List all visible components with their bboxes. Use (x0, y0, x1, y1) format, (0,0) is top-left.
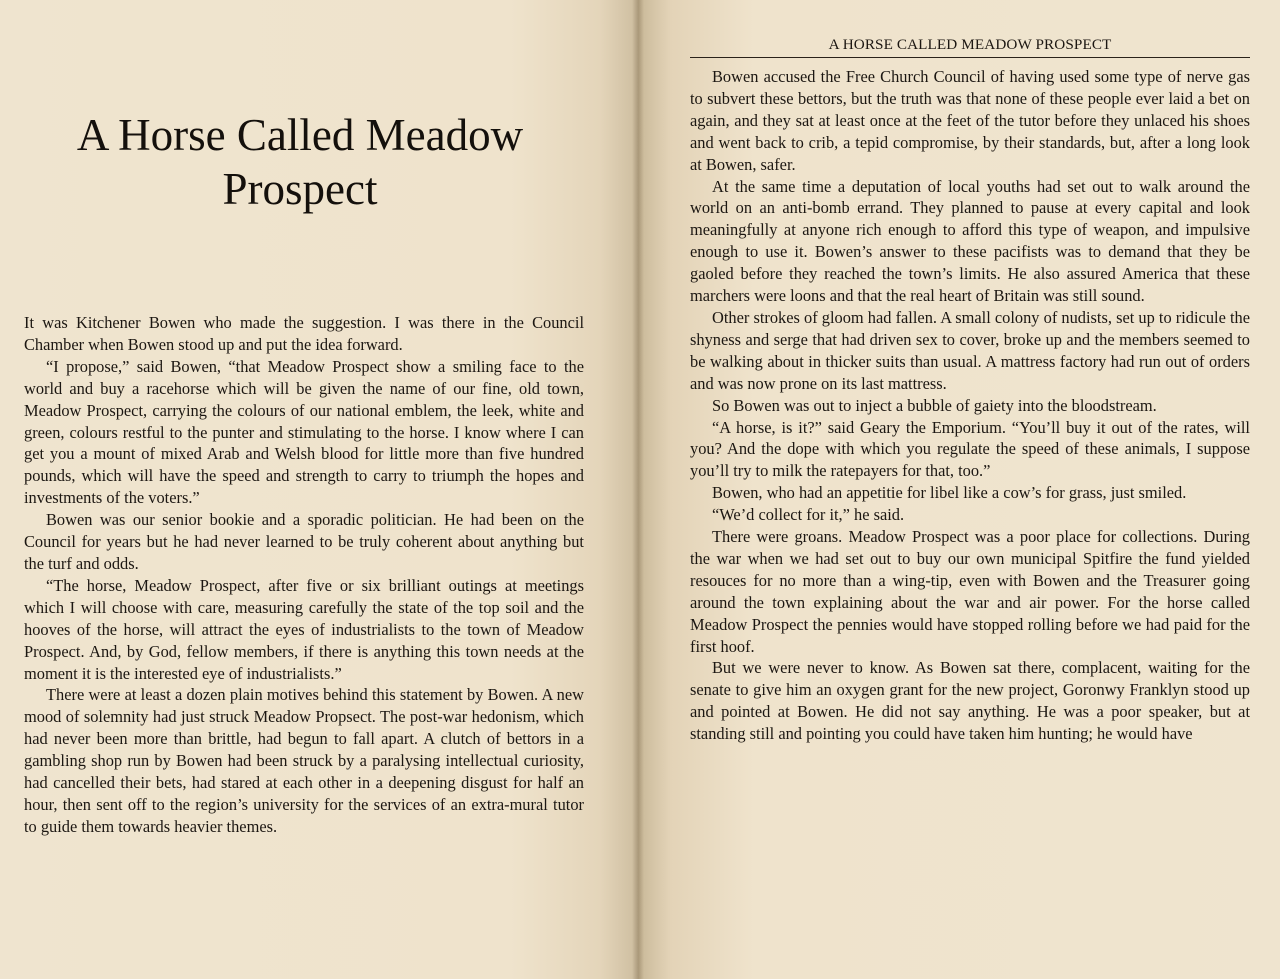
paragraph: There were at least a dozen plain motives behind this statement by Bowen. A new mood of solemnity had just struck Meadow Propsect. The post-war hedonism, which had never been more than brittle, had begun to fall apart. A clutch of bettors in a gambling shop run by Bowen had been struck by a paralysing intellectual curiosity, had cancelled their bets, had stared at each other in a deepening disgust for half an hour, then sent off to the region’s university for the services of an extra-mural tutor to guide them towards heavier themes. (24, 685, 584, 836)
book-gutter (632, 0, 644, 979)
left-page-body (24, 312, 584, 838)
paragraph: At the same time a deputation of local youths had set out to walk around the world on an anti-bomb errand. They planned to pause at every capital and look meaningfully at anyone rich enough to afford this type of weapon, and impulsive enough to use it. Bowen’s answer to these pacifists was to demand that they be gaoled before they reached the town’s limits. He also assured America that these marchers were loons and that the real heart of Britain was still sound. (690, 176, 1250, 306)
paragraph: “The horse, Meadow Prospect, after five or six brilliant outings at meetings which I will choose with care, measuring carefully the state of the top soil and the hooves of the horse, will attract the eyes of industrialists to the town of Meadow Prospect. And, by God, fellow members, if there is anything this town needs at the moment it is the interested eye of industrialists.” (24, 575, 584, 683)
paragraph: “We’d collect for it,” he said. (712, 505, 905, 525)
left-page (0, 0, 638, 979)
paragraph: But we were never to know. As Bowen sat there, complacent, waiting for the senate to give him an oxygen grant for the new project, Goronwy Franklyn stood up and pointed at Bowen. He did not say anything. He was a poor speaker, but at standing still and pointing you could have taken him hunting; he would have (690, 658, 1250, 744)
paragraph: Other strokes of gloom had fallen. A small colony of nudists, set up to ridicule the shyness and serge that had driven sex to cover, broke up and the members seemed to be walking about in thicker suits than usual. A mattress factory had run out of orders and was now prone on its last mattress. (690, 307, 1250, 393)
right-page-body (690, 66, 1250, 745)
paragraph: Bowen was our senior bookie and a sporadic politician. He had been on the Council for years but he had never learned to be truly coherent about anything but the turf and odds. (24, 510, 584, 573)
chapter-title: A Horse Called Meadow Prospect (76, 110, 524, 214)
paragraph: So Bowen was out to inject a bubble of gaiety into the bloodstream. (712, 395, 1157, 415)
paragraph: Bowen accused the Free Church Council of having used some type of nerve gas to subvert these bettors, but the truth was that none of these people ever laid a bet on again, and they sat at least once at the feet of the tutor before they unlaced his shoes and went back to crib, a tepid compromise, by their standards, but, after a long look at Bowen, safer. (690, 67, 1250, 174)
right-page (638, 0, 1280, 979)
paragraph: “A horse, is it?” said Geary the Emporium. “You’ll buy it out of the rates, will you? And the dope with which you regulate the speed of these animals, I suppose you’ll try to milk the ratepayers for that, too.” (690, 417, 1250, 481)
running-head: A HORSE CALLED MEADOW PROSPECT (690, 35, 1250, 58)
paragraph: Bowen, who had an appetitie for libel like a cow’s for grass, just smiled. (712, 483, 1187, 503)
paragraph: It was Kitchener Bowen who made the suggestion. I was there in the Council Chamber when Bowen stood up and put the idea forward. (24, 313, 584, 354)
paragraph: There were groans. Meadow Prospect was a poor place for collections. During the war when we had set out to buy our own municipal Spitfire the fund yielded resouces for no more than a wing-tip, even with Bowen and the Treasurer going around the town explaining about the war and air power. For the horse called Meadow Prospect the pennies would have stopped rolling before we had paid for the first hoof. (690, 527, 1250, 656)
paragraph: “I propose,” said Bowen, “that Meadow Prospect show a smiling face to the world and buy a racehorse which will be given the name of our fine, old town, Meadow Prospect, carrying the colours of our national emblem, the leek, white and green, colours restful to the punter and stimulating to the horse. I know where I can get you a mount of mixed Arab and Welsh blood for little more than five hundred pounds, which will have the speed and strength to carry to triumph the hopes and investments of the voters.” (24, 356, 584, 508)
